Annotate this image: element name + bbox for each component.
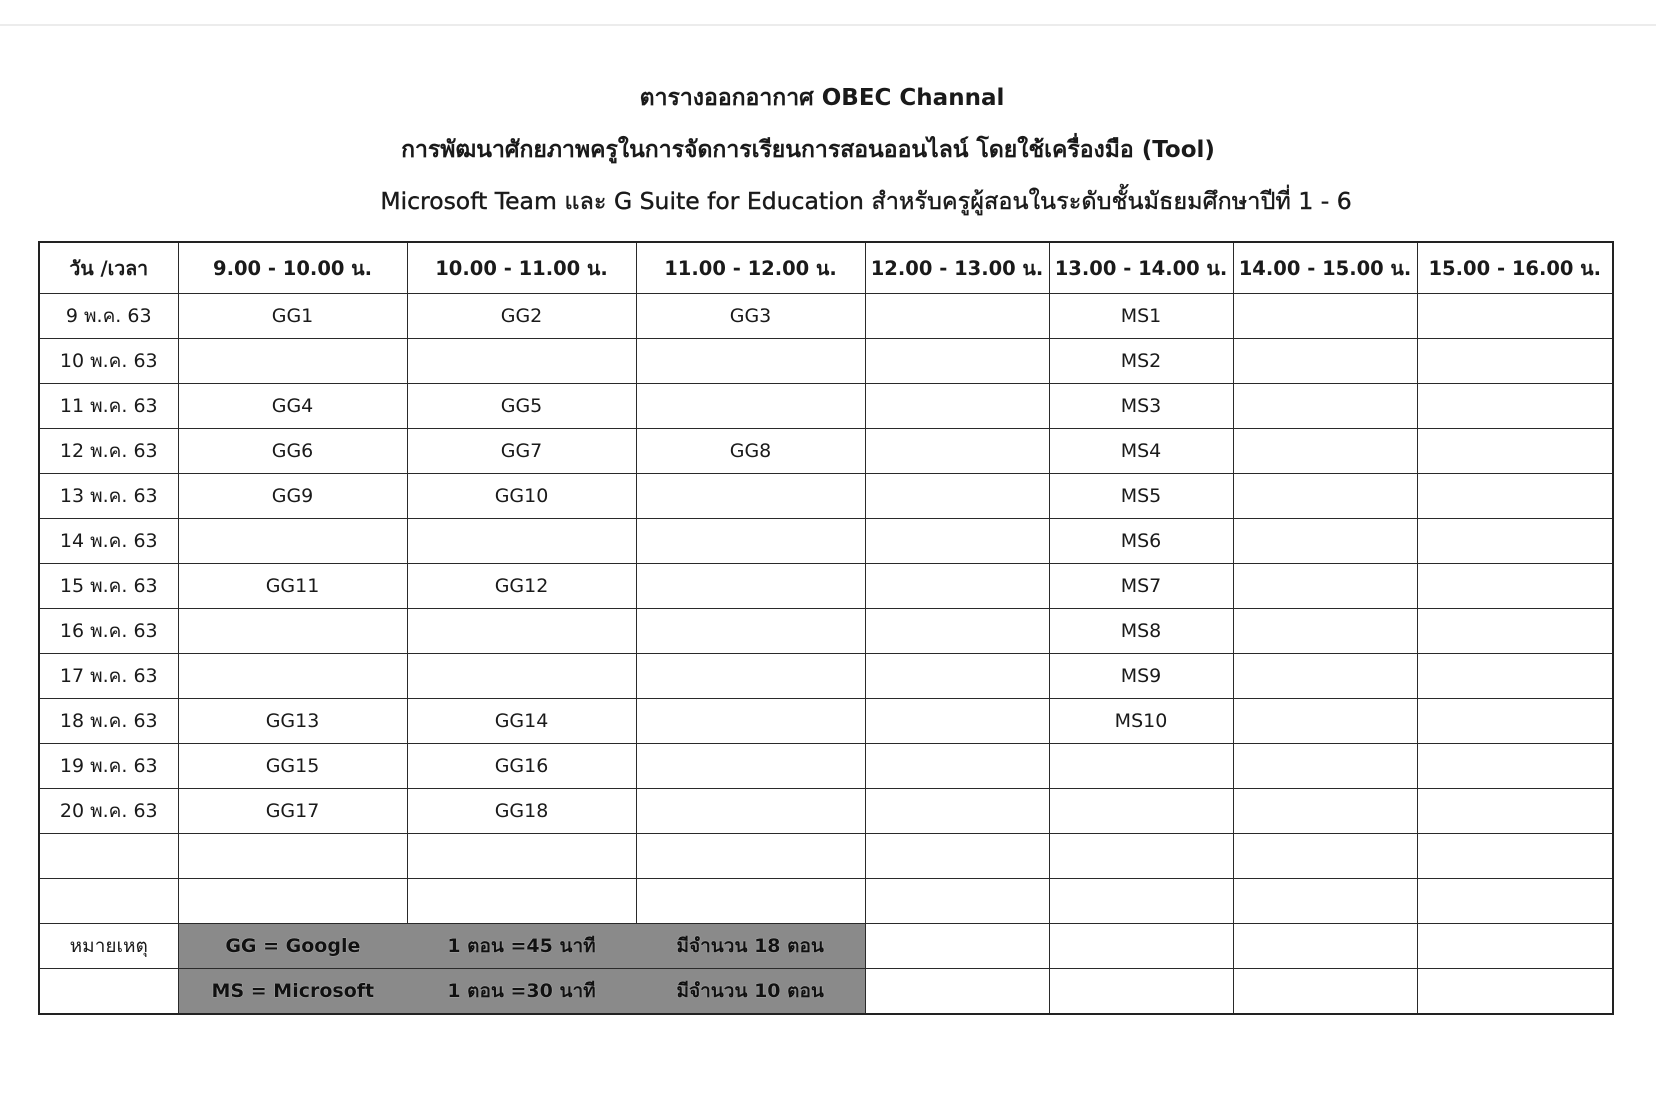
table-cell	[1417, 609, 1613, 654]
table-cell: GG3	[636, 294, 865, 339]
table-cell	[1417, 429, 1613, 474]
table-row	[39, 519, 1613, 564]
table-cell	[1049, 969, 1233, 1015]
table-cell: GG1	[178, 294, 407, 339]
table-cell: GG17	[178, 789, 407, 834]
table-cell: GG7	[407, 429, 636, 474]
date-cell: 9 พ.ค. 63	[39, 294, 178, 339]
table-cell	[636, 744, 865, 789]
table-cell	[407, 654, 636, 699]
table-cell	[865, 924, 1049, 969]
table-body	[39, 294, 1613, 924]
table-cell	[865, 654, 1049, 699]
table-cell	[865, 564, 1049, 609]
table-cell	[1233, 969, 1417, 1015]
table-cell	[1049, 834, 1233, 879]
legend-microsoft-abbr: MS = Microsoft	[211, 980, 375, 1002]
date-cell: 10 พ.ค. 63	[39, 339, 178, 384]
table-cell	[1233, 474, 1417, 519]
table-cell	[407, 609, 636, 654]
table-cell	[865, 384, 1049, 429]
table-cell	[636, 879, 865, 924]
notes-label: หมายเหตุ	[39, 924, 178, 969]
table-cell	[1233, 654, 1417, 699]
table-cell	[1417, 384, 1613, 429]
table-row	[39, 339, 1613, 384]
table-cell	[636, 789, 865, 834]
table-cell	[178, 339, 407, 384]
date-cell: 14 พ.ค. 63	[39, 519, 178, 564]
date-cell: 20 พ.ค. 63	[39, 789, 178, 834]
table-cell	[865, 339, 1049, 384]
table-cell	[1233, 789, 1417, 834]
table-cell	[1233, 339, 1417, 384]
table-cell: MS8	[1049, 609, 1233, 654]
table-row	[39, 834, 1613, 879]
table-row	[39, 384, 1613, 429]
table-cell: MS4	[1049, 429, 1233, 474]
table-cell	[1233, 429, 1417, 474]
date-cell: 17 พ.ค. 63	[39, 654, 178, 699]
column-header-timeslot: 9.00 - 10.00 น.	[178, 242, 407, 294]
table-cell	[39, 969, 178, 1015]
table-cell	[865, 519, 1049, 564]
table-cell	[636, 519, 865, 564]
table-row	[39, 699, 1613, 744]
date-cell: 15 พ.ค. 63	[39, 564, 178, 609]
table-row	[39, 429, 1613, 474]
table-cell	[1417, 339, 1613, 384]
document-subtitle: การพัฒนาศักยภาพครูในการจัดการเรียนการสอนออนไลน์ โดยใช้เครื่องมือ (Tool)	[401, 137, 1215, 163]
table-cell: GG18	[407, 789, 636, 834]
table-cell	[636, 699, 865, 744]
table-cell	[636, 474, 865, 519]
table-cell	[865, 744, 1049, 789]
table-cell	[865, 834, 1049, 879]
date-cell	[39, 834, 178, 879]
table-cell: GG10	[407, 474, 636, 519]
table-row	[39, 744, 1613, 789]
table-cell	[1049, 924, 1233, 969]
table-row	[39, 609, 1613, 654]
table-cell	[178, 879, 407, 924]
table-cell	[1233, 564, 1417, 609]
table-cell: MS7	[1049, 564, 1233, 609]
table-cell	[636, 654, 865, 699]
table-cell	[178, 834, 407, 879]
table-cell	[1417, 744, 1613, 789]
table-cell	[865, 609, 1049, 654]
table-cell	[407, 519, 636, 564]
table-cell	[1233, 699, 1417, 744]
table-cell: GG15	[178, 744, 407, 789]
table-cell	[865, 294, 1049, 339]
table-cell: GG4	[178, 384, 407, 429]
legend-microsoft-count: มีจำนวน 10 ตอน	[676, 980, 824, 1002]
table-cell	[865, 789, 1049, 834]
date-cell: 12 พ.ค. 63	[39, 429, 178, 474]
table-cell	[865, 474, 1049, 519]
table-cell	[1233, 879, 1417, 924]
table-cell: MS6	[1049, 519, 1233, 564]
table-cell: GG8	[636, 429, 865, 474]
date-cell: 16 พ.ค. 63	[39, 609, 178, 654]
table-cell	[407, 339, 636, 384]
table-cell: GG14	[407, 699, 636, 744]
table-cell	[407, 879, 636, 924]
table-cell: MS5	[1049, 474, 1233, 519]
table-cell	[1233, 834, 1417, 879]
table-cell	[1417, 564, 1613, 609]
table-cell	[1417, 294, 1613, 339]
table-cell	[1417, 699, 1613, 744]
table-cell	[865, 699, 1049, 744]
table-cell	[865, 429, 1049, 474]
table-cell	[178, 519, 407, 564]
table-cell: MS10	[1049, 699, 1233, 744]
legend-microsoft	[178, 969, 865, 1015]
notes-row-google	[39, 924, 1613, 969]
table-cell: MS1	[1049, 294, 1233, 339]
legend-google-count: มีจำนวน 18 ตอน	[676, 935, 824, 957]
table-cell	[1233, 294, 1417, 339]
column-header-timeslot: 15.00 - 16.00 น.	[1417, 242, 1613, 294]
table-cell	[1417, 924, 1613, 969]
table-cell	[636, 609, 865, 654]
table-cell	[1049, 879, 1233, 924]
table-cell	[636, 834, 865, 879]
date-cell: 19 พ.ค. 63	[39, 744, 178, 789]
table-cell: GG13	[178, 699, 407, 744]
table-cell	[636, 339, 865, 384]
table-cell: GG2	[407, 294, 636, 339]
table-cell	[1417, 789, 1613, 834]
table-cell	[1417, 654, 1613, 699]
legend-microsoft-duration: 1 ตอน =30 นาที	[447, 980, 596, 1002]
table-cell	[1233, 384, 1417, 429]
table-cell	[865, 969, 1049, 1015]
table-cell	[1049, 789, 1233, 834]
table-cell: GG9	[178, 474, 407, 519]
table-cell: MS9	[1049, 654, 1233, 699]
table-cell	[1049, 744, 1233, 789]
broadcast-schedule-table	[38, 241, 1614, 1015]
table-row	[39, 294, 1613, 339]
table-cell	[178, 654, 407, 699]
table-row	[39, 564, 1613, 609]
column-header-timeslot: 13.00 - 14.00 น.	[1049, 242, 1233, 294]
table-cell	[1233, 744, 1417, 789]
table-cell	[178, 609, 407, 654]
date-cell: 18 พ.ค. 63	[39, 699, 178, 744]
notes-row-microsoft	[39, 969, 1613, 1015]
table-cell: GG12	[407, 564, 636, 609]
table-row	[39, 789, 1613, 834]
table-cell: GG11	[178, 564, 407, 609]
legend-google	[178, 924, 865, 969]
table-cell	[1417, 834, 1613, 879]
date-cell	[39, 879, 178, 924]
date-cell: 11 พ.ค. 63	[39, 384, 178, 429]
table-row	[39, 879, 1613, 924]
table-cell	[636, 384, 865, 429]
date-cell: 13 พ.ค. 63	[39, 474, 178, 519]
column-header-day-time: วัน /เวลา	[39, 242, 178, 294]
table-cell	[636, 564, 865, 609]
table-cell	[1233, 519, 1417, 564]
legend-google-abbr: GG = Google	[225, 935, 361, 957]
column-header-timeslot: 10.00 - 11.00 น.	[407, 242, 636, 294]
column-header-timeslot: 14.00 - 15.00 น.	[1233, 242, 1417, 294]
table-cell	[1417, 969, 1613, 1015]
table-cell	[1417, 519, 1613, 564]
table-cell	[1233, 924, 1417, 969]
table-cell	[865, 879, 1049, 924]
table-header-row	[39, 242, 1613, 294]
table-cell	[1417, 879, 1613, 924]
table-cell	[407, 834, 636, 879]
scan-edge-line	[0, 24, 1656, 26]
table-cell: MS3	[1049, 384, 1233, 429]
column-header-timeslot: 11.00 - 12.00 น.	[636, 242, 865, 294]
table-cell: GG16	[407, 744, 636, 789]
table-row	[39, 474, 1613, 519]
column-header-timeslot: 12.00 - 13.00 น.	[865, 242, 1049, 294]
document-subtitle-2: Microsoft Team และ G Suite for Education สำหรับครูผู้สอนในระดับชั้นมัธยมศึกษาปีที่ 1 - 6	[380, 187, 1352, 215]
table-cell: GG6	[178, 429, 407, 474]
table-row	[39, 654, 1613, 699]
table-cell: MS2	[1049, 339, 1233, 384]
table-cell	[1417, 474, 1613, 519]
legend-google-duration: 1 ตอน =45 นาที	[447, 935, 596, 957]
document-title: ตารางออกอากาศ OBEC Channal	[639, 85, 1005, 111]
table-cell: GG5	[407, 384, 636, 429]
table-cell	[1233, 609, 1417, 654]
